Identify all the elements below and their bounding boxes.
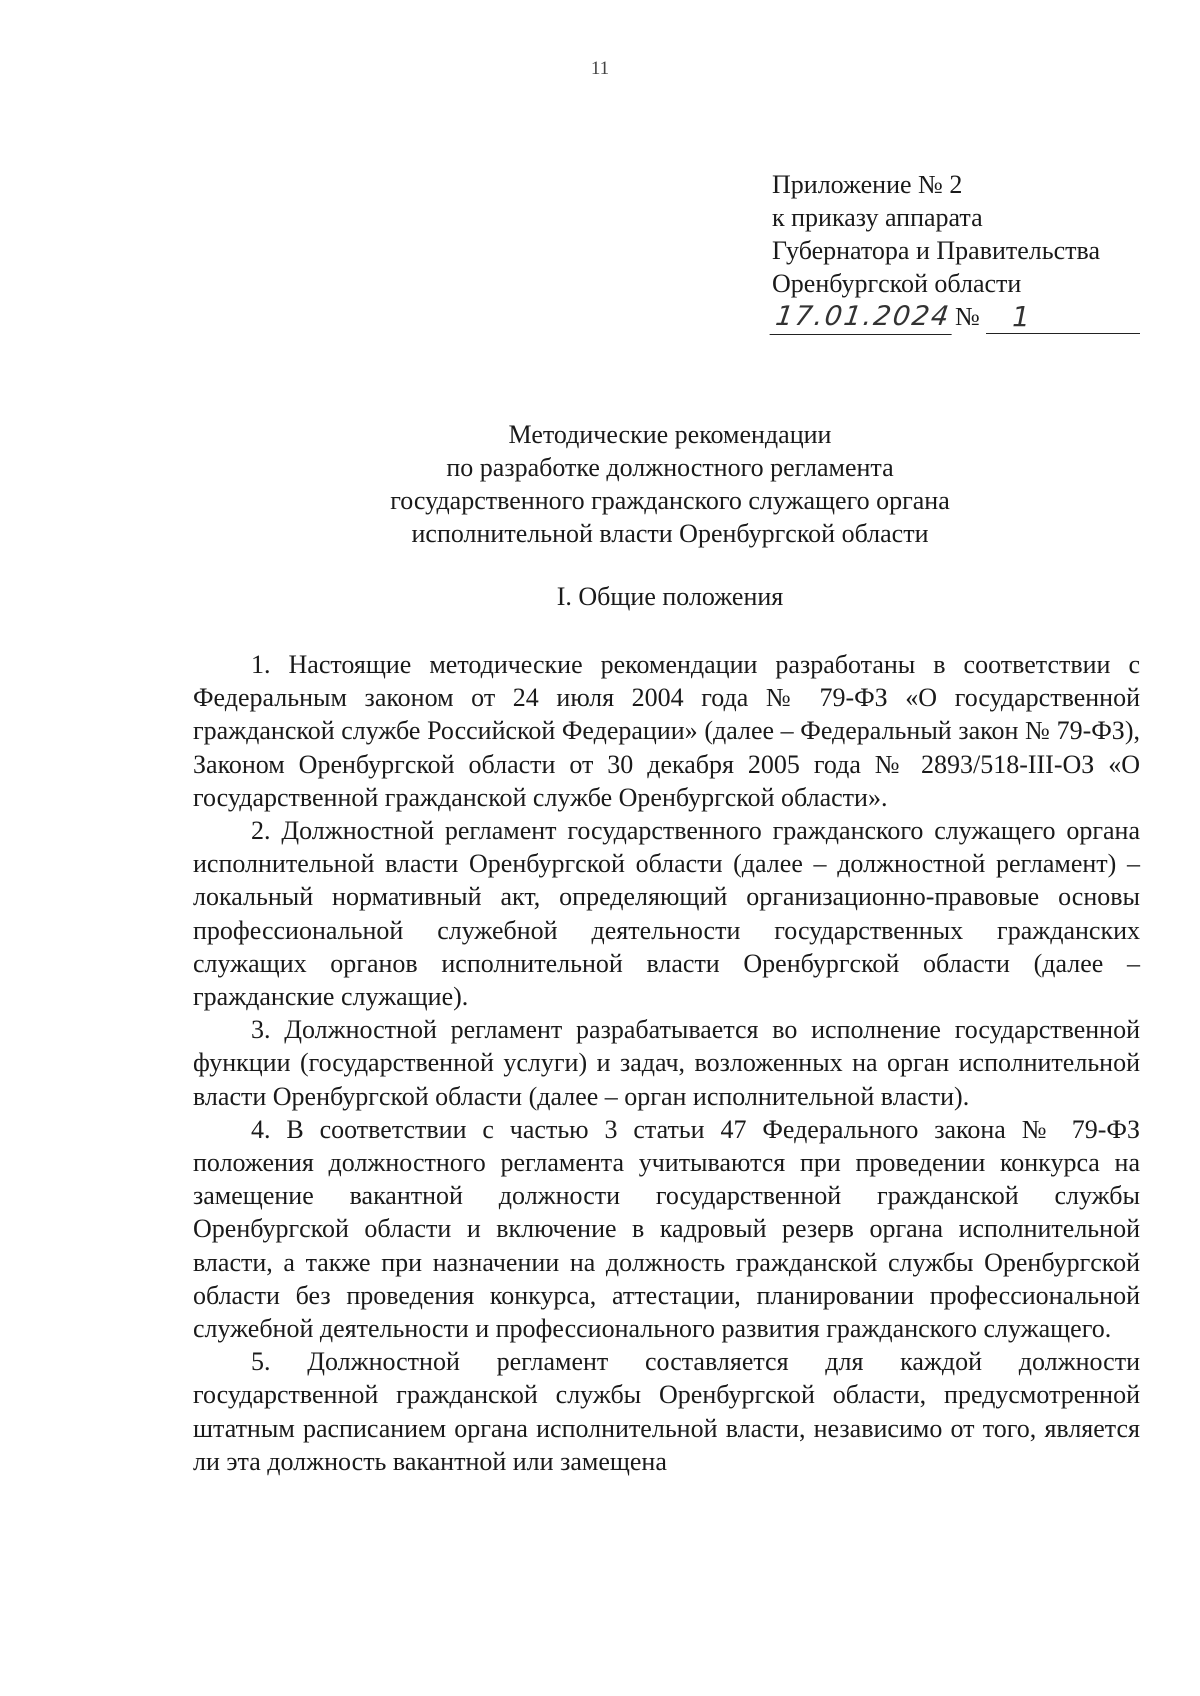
paragraph-2: 2. Должностной регламент государственного гражданского служащего органа исполнительной власти Оренбургской области (далее – должностной регламент) – локальный нормативный акт, определяющий организационно-правовые основы профессиональной служебной деятельности государственных гражданских служащих органов исполнительной власти Оренбургской области (далее – гражданские служащие).: [193, 816, 1140, 1012]
page-number: 11: [590, 58, 610, 79]
title-line: Методические рекомендации: [508, 420, 832, 449]
document-title: [180, 418, 1160, 550]
appendix-line: Оренбургской области: [772, 269, 1022, 298]
section-heading: I. Общие положения: [556, 582, 784, 611]
body-text: [193, 648, 1140, 1478]
title-line: по разработке должностного регламента: [446, 453, 894, 482]
paragraph-4: 4. В соответствии с частью 3 статьи 47 Федерального закона № 79-ФЗ положения должностного регламента учитываются при проведении конкурса на замещение вакантной должности государственной гражданской службы Оренбургской области и включение в кадровый резерв органа исполнительной власти, а также при назначении на должность гражданской службы Оренбургской области без проведения конкурса, аттестации, планировании профессиональной служебной деятельности и профессионального развития гражданского служащего.: [193, 1114, 1140, 1344]
appendix-line: Приложение № 2: [772, 170, 963, 199]
title-line: государственного гражданского служащего органа: [390, 486, 950, 515]
number-label: №: [955, 302, 980, 331]
title-line: исполнительной власти Оренбургской области: [411, 519, 929, 548]
paragraph-5: 5. Должностной регламент составляется для каждой должности государственной гражданской службы Оренбургской области, предусмотренной штатным расписанием органа исполнительной власти, независимо от того, является ли эта должность вакантной или замещена: [193, 1347, 1140, 1476]
paragraph-1: 1. Настоящие методические рекомендации разработаны в соответствии с Федеральным законом от 24 июля 2004 года № 79-ФЗ «О государственной гражданской службе Российской Федерации» (далее – Федеральный закон № 79-ФЗ), Законом Оренбургской области от 30 декабря 2005 года № 2893/518-III-ОЗ «О государственной гражданской службе Оренбургской области».: [193, 650, 1140, 812]
paragraph-3: 3. Должностной регламент разрабатывается во исполнение государственной функции (государственной услуги) и задач, возложенных на орган исполнительной власти Оренбургской области (далее – орган исполнительной власти).: [193, 1015, 1140, 1111]
handwritten-date: 17.01.2024: [770, 300, 957, 335]
order-date-number-line: [772, 300, 1100, 336]
appendix-line: к приказу аппарата: [772, 203, 983, 232]
appendix-line: Губернатора и Правительства: [772, 236, 1100, 265]
appendix-header: [772, 168, 1100, 336]
handwritten-order-number: 1: [986, 300, 1140, 334]
